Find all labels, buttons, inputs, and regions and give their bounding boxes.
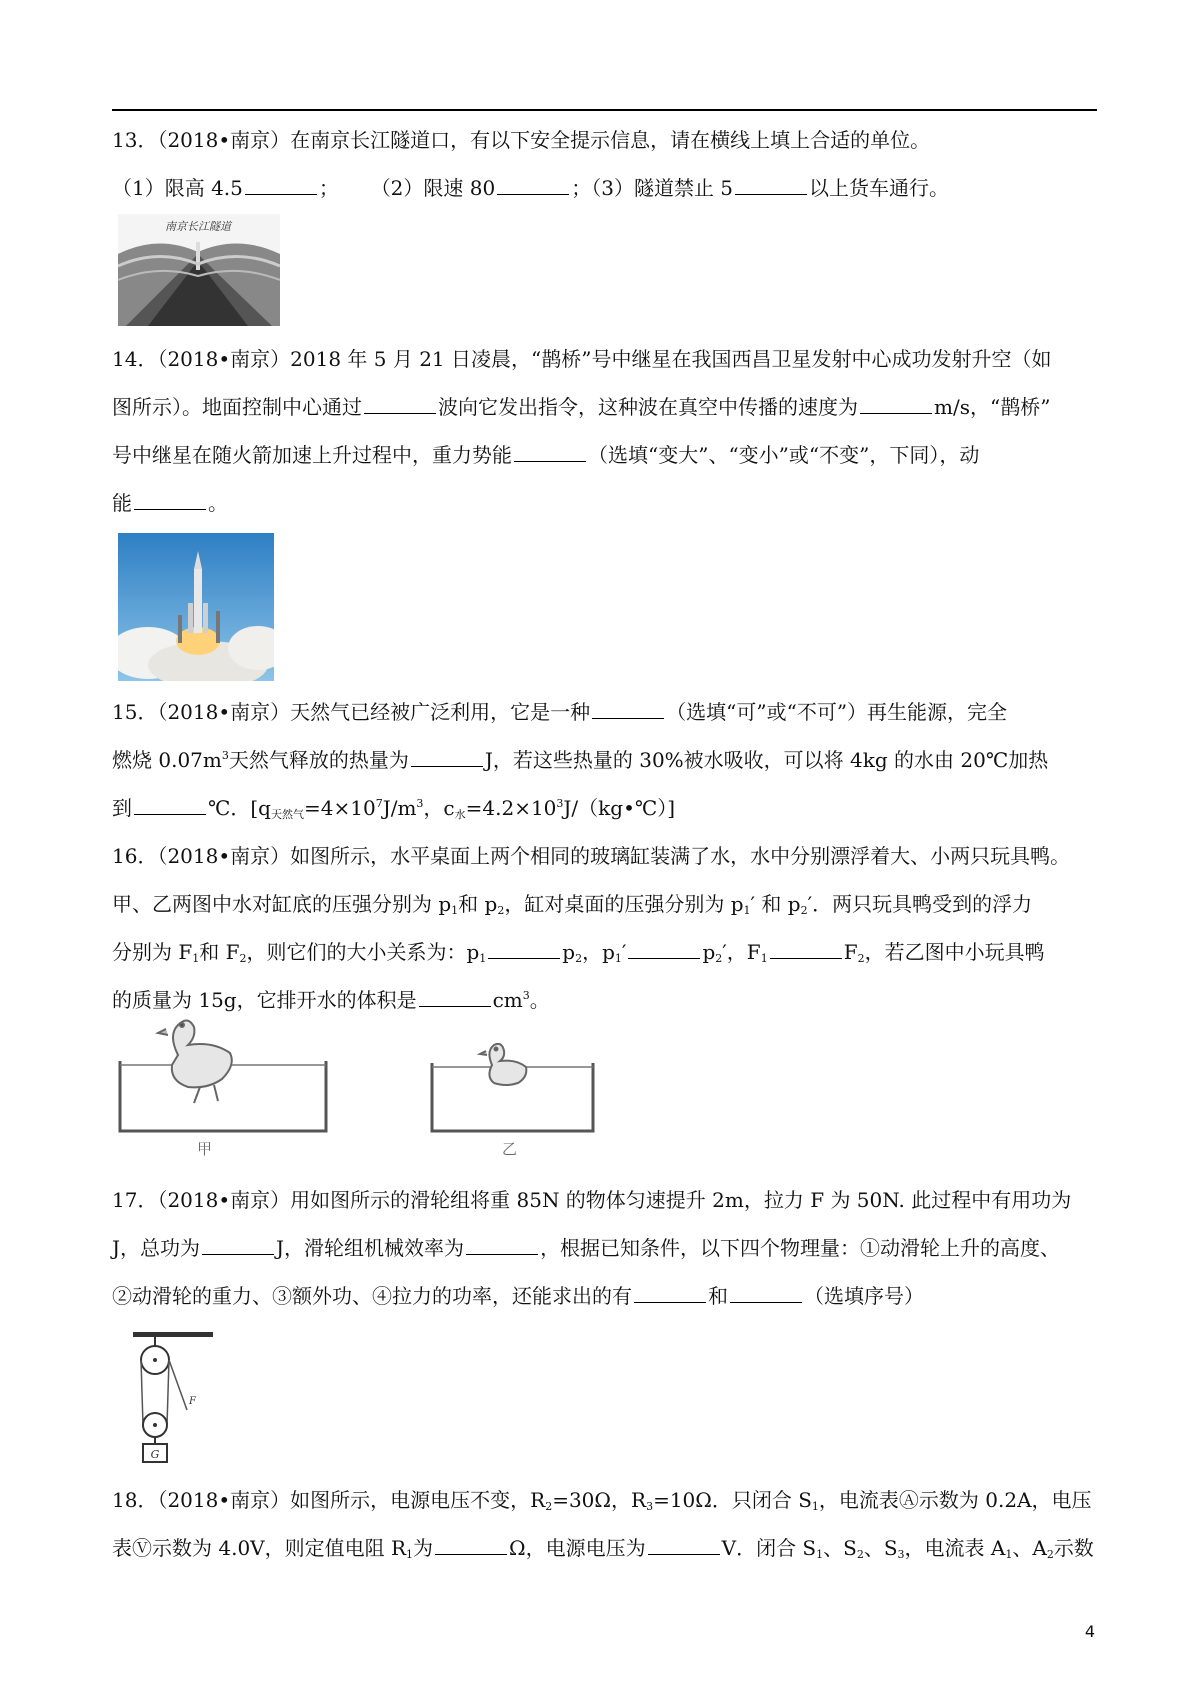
answer-blank[interactable] (514, 439, 586, 462)
answer-blank[interactable] (488, 936, 560, 959)
tunnel-sign-text: 南京长江隧道 (165, 220, 231, 233)
answer-blank[interactable] (735, 172, 807, 195)
answer-blank[interactable] (202, 1232, 274, 1255)
question-17: 17．（2018•南京）用如图所示的滑轮组将重 85N 的物体匀速提升 2m，拉力 F 为 50N. 此过程中有用功为 J，总功为 J，滑轮组机械效率为 ，根据已知条件，以下四个物理量：①动滑轮上升的高度、 ②动滑轮的重力、③额外功、④拉力的功率，还能求出的有 和 （选填序号） (112, 1188, 1072, 1308)
rocket-launch-image (118, 533, 274, 681)
figure-caption-yi: 乙 (502, 1140, 518, 1158)
answer-blank[interactable] (411, 744, 483, 767)
answer-blank[interactable] (364, 391, 436, 414)
answer-blank[interactable] (628, 936, 700, 959)
answer-blank[interactable] (770, 936, 842, 959)
load-label-G: G (150, 1448, 160, 1461)
tank-figure-jia (118, 1015, 328, 1135)
question-14: 14．（2018•南京）2018 年 5 月 21 日凌晨，“鹊桥”号中继星在我国西昌卫星发射中心成功发射升空（如 图所示）。地面控制中心通过 波向它发出指令，这种波在真空中传播的速度为 m/s，“鹊桥” 号中继星在随火箭加速上升过程中，重力势能 （选填“变大”、“变小”或“不变”，下同），动 能 。 (112, 347, 1052, 515)
force-label-F: F (189, 1396, 196, 1407)
answer-blank[interactable] (730, 1280, 802, 1303)
large-duck-icon (158, 1020, 232, 1103)
answer-blank[interactable] (634, 1280, 706, 1303)
question-15: 15．（2018•南京）天然气已经被广泛利用，它是一种 （选填“可”或“不可”）再生能源，完全 燃烧 $0.07m^3$天然气释放的热量为 J，若这些热量的 30%被水吸收，可以将 4kg 的水由 20℃加热 到 ℃．[$q_{天然气}=4\times 10^7J/m^3$，$c_水=4.2\times 10^3J/(kg•℃)$] (112, 688, 1097, 832)
ceiling-beam (133, 1332, 213, 1337)
tank-figure-yi (430, 1043, 595, 1133)
small-duck-icon (480, 1044, 526, 1085)
answer-blank[interactable] (435, 1532, 507, 1555)
answer-blank[interactable] (592, 696, 664, 719)
answer-blank[interactable] (245, 172, 317, 195)
answer-blank[interactable] (419, 984, 491, 1007)
q13-parts: （1）限高 4.5 ； （2）限速 80 ；（3）隧道禁止 5 以上货车通行。 (112, 164, 1097, 212)
answer-blank[interactable] (860, 391, 932, 414)
question-13 (112, 116, 1097, 212)
answer-blank[interactable] (134, 487, 206, 510)
answer-blank[interactable] (466, 1232, 538, 1255)
answer-blank[interactable] (497, 172, 569, 195)
answer-blank[interactable] (134, 792, 206, 815)
answer-blank[interactable] (648, 1532, 720, 1555)
question-18: 18．（2018•南京）如图所示，电源电压不变，$R_2=30\Omega$，$R_3=10\Omega$．只闭合 $S_1$，电流表Ⓐ示数为 0.2A，电压 表Ⓥ示数为 4.0V，则定值电阻 $R_1$为 Ω，电源电压为 V．闭合 $S_1$、$S_2$、$S_3$，电流表 $A_1$、$A_2$示数 (112, 1488, 1094, 1561)
header-rule (112, 109, 1097, 111)
figure-caption-jia: 甲 (197, 1140, 213, 1158)
tunnel-image (118, 214, 280, 326)
pulley-diagram (125, 1330, 220, 1465)
q13-stem: 13．（2018•南京）在南京长江隧道口，有以下安全提示信息，请在横线上填上合适的单位。 (112, 128, 931, 152)
page-number: 4 (1084, 1622, 1095, 1641)
question-16: 16．（2018•南京）如图所示，水平桌面上两个相同的玻璃缸装满了水，水中分别漂浮着大、小两只玩具鸭。 甲、乙两图中水对缸底的压强分别为 $p_1$和 $p_2$，缸对桌面的压强分别为 $p_1'$ 和 $p_2'$．两只玩具鸭受到的浮力 分别为 $F_1$和 $F_2$，则它们的大小关系为：$p_1$ $p_2$，$p_1'$ $p_2'$，$F_1$ $F_2$，若乙图中小玩具鸭 的质量为 15g，它排开水的体积是 $cm^3$。 (112, 844, 1071, 1012)
